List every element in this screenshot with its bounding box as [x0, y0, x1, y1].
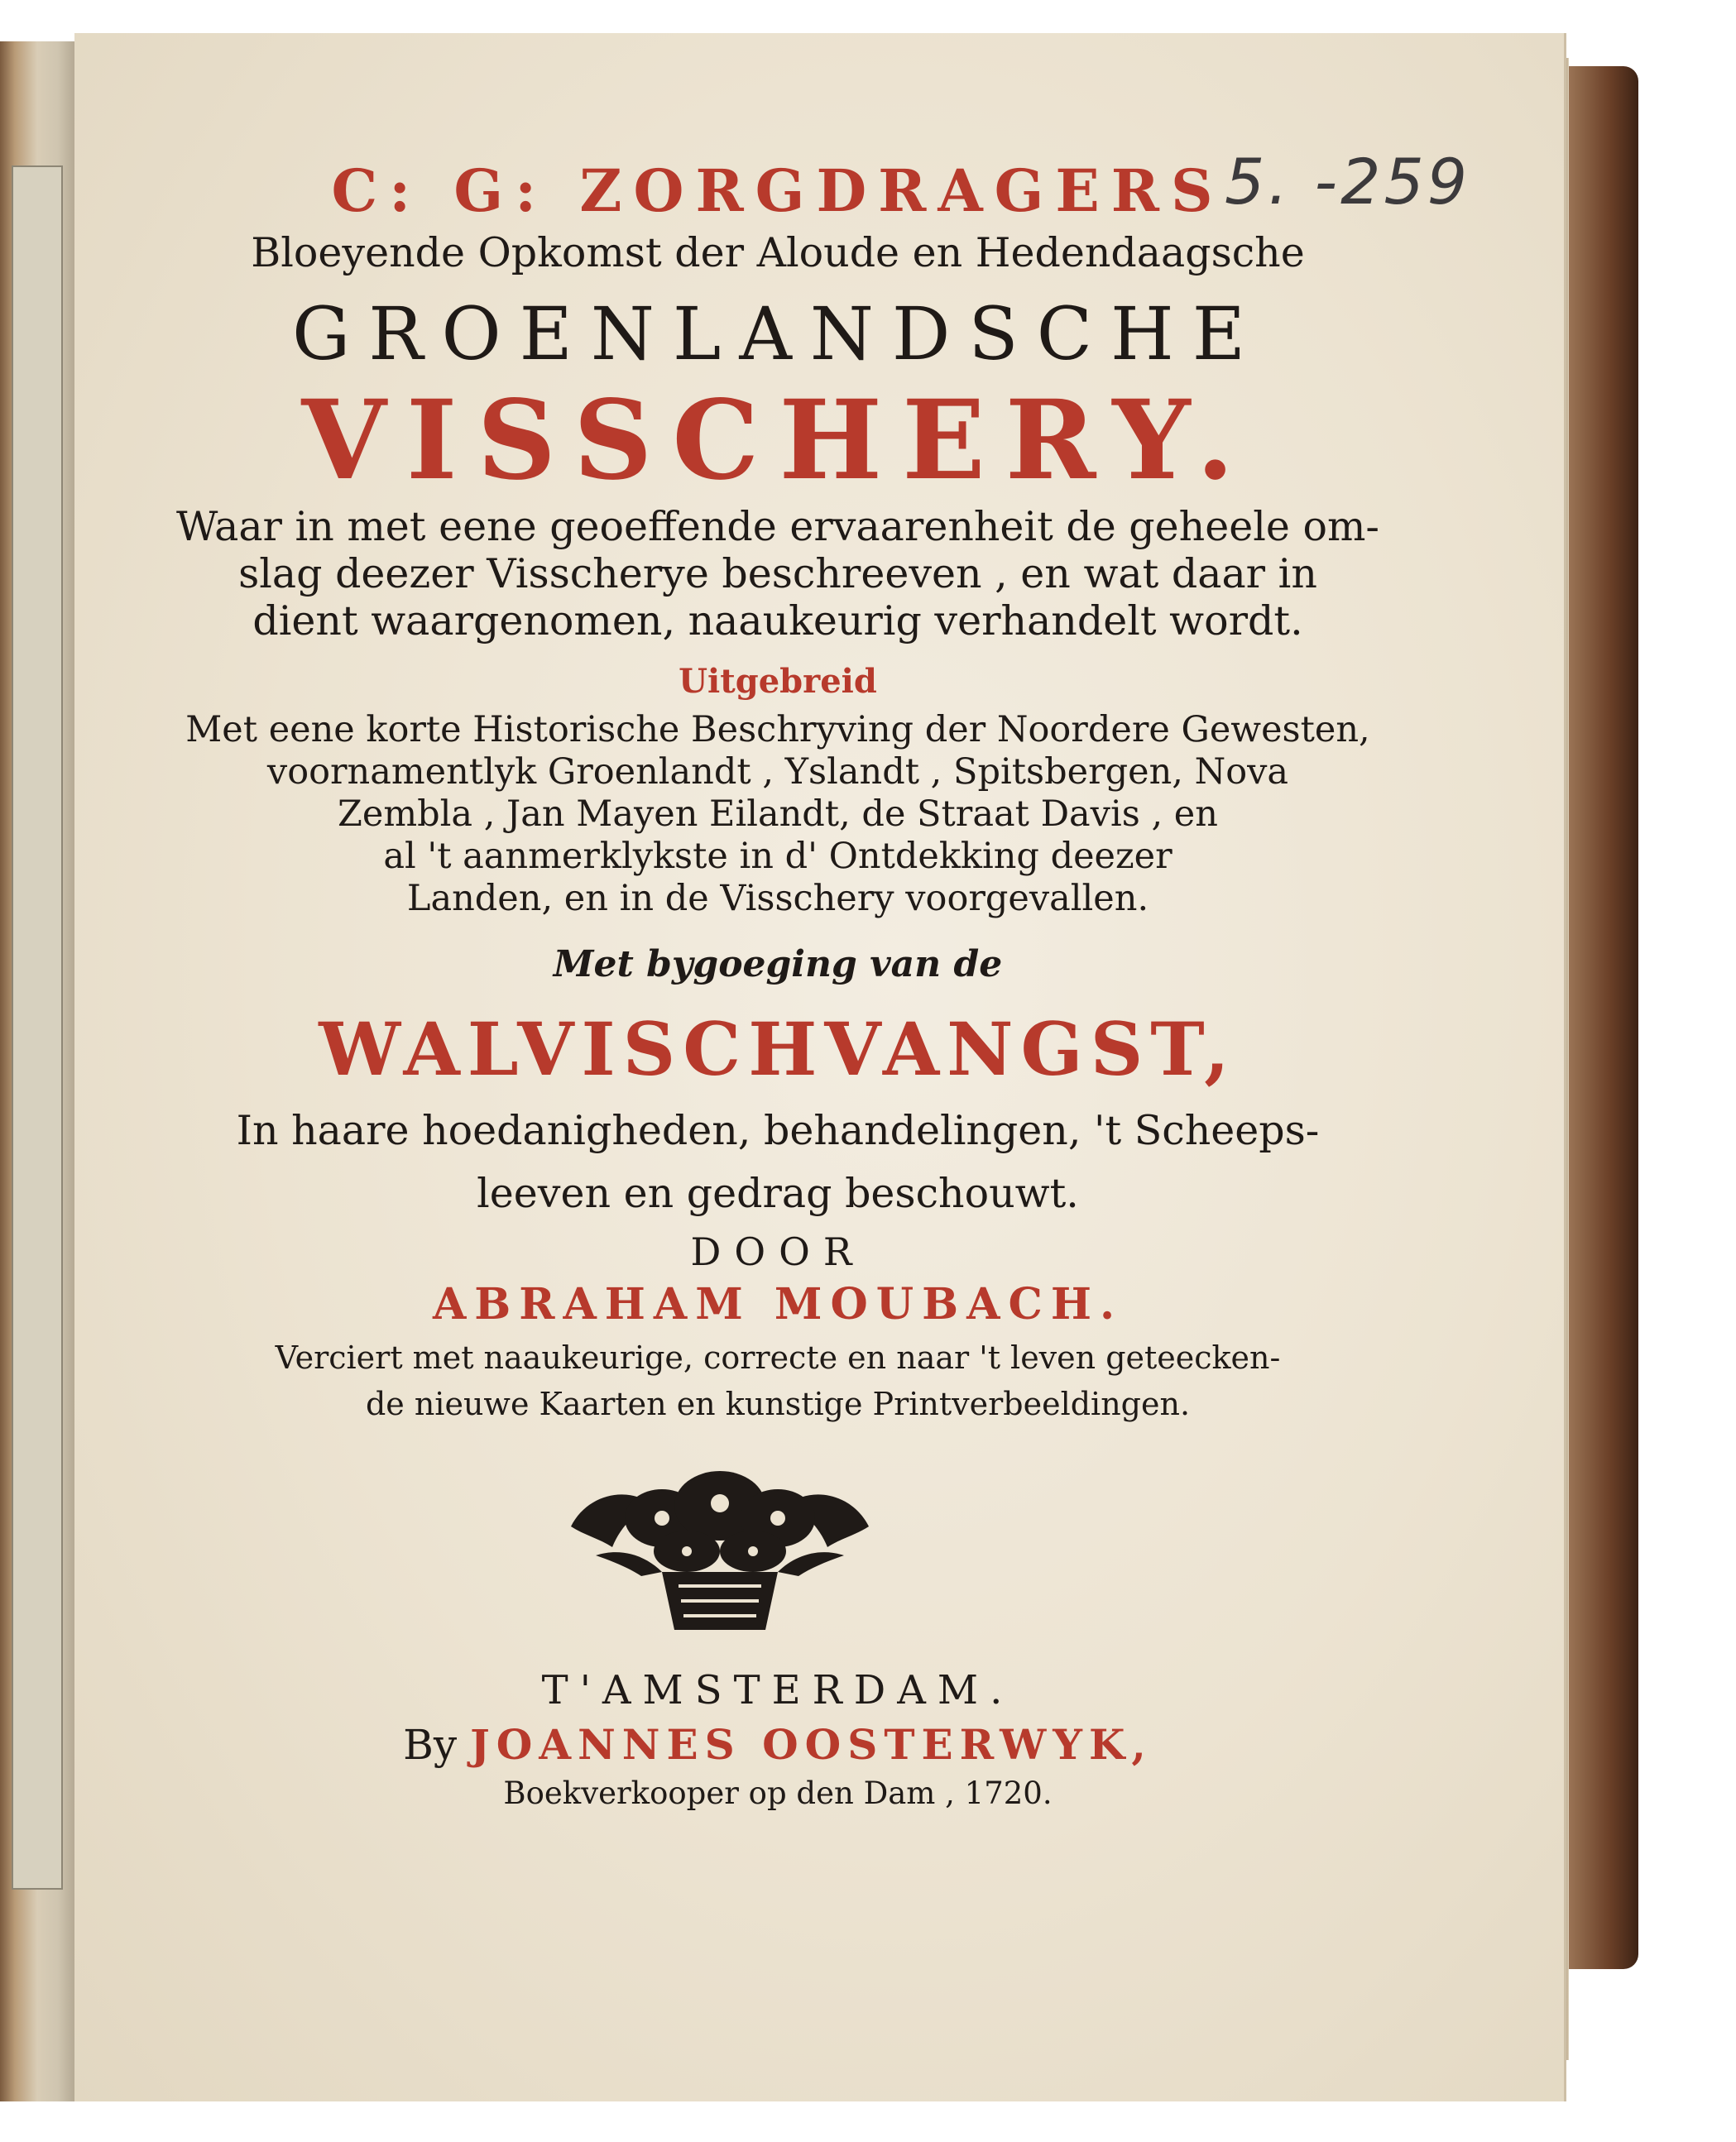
whaling-line: In haare hoedanigheden, behandelingen, 't Scheeps- — [236, 1107, 1320, 1154]
imprint-place: T'AMSTERDAM. — [541, 1667, 1014, 1713]
history-line: al 't aanmerklykste in d' Ontdekking deezer — [383, 836, 1173, 877]
description-line: dient waargenomen, naaukeurig verhandelt wordt. — [252, 597, 1303, 645]
author-line: C: G: ZORGDRAGERS — [331, 156, 1225, 225]
history-line: Landen, en in de Visschery voorgevallen. — [406, 878, 1149, 919]
addition-label: Met bygoeging van de — [553, 943, 1003, 985]
imprint-publisher: JOANNES OOSTERWYK, — [470, 1720, 1153, 1769]
description-line: slag deezer Visscherye beschreeven , en wat daar in — [238, 550, 1317, 597]
imprint-by: By — [403, 1721, 458, 1769]
description-line: Waar in met eene geoeffende ervaarenheit de geheele om- — [176, 503, 1379, 550]
title-block — [124, 157, 1431, 1423]
section-title-walvischvangst: WALVISCHVANGST, — [319, 1006, 1237, 1092]
flower-basket-ornament — [563, 1469, 877, 1634]
whaling-line: leeven en gedrag beschouwt. — [477, 1170, 1079, 1217]
by-label: DOOR — [690, 1229, 866, 1274]
imprint-address-date: Boekverkooper op den Dam , 1720. — [503, 1775, 1053, 1811]
imprint-block — [124, 1663, 1431, 1815]
history-line: voornamentlyk Groenlandt , Yslandt , Spitsbergen, Nova — [266, 751, 1289, 793]
facing-plate-edge — [12, 165, 63, 1890]
manuscript-shelfmark: 5. -259 — [1225, 145, 1471, 218]
history-line: Met eene korte Historische Beschryving der Noordere Gewesten, — [185, 709, 1370, 750]
illustration-line: Verciert met naaukeurige, correcte en naar 't leven geteecken- — [275, 1339, 1281, 1376]
editor-name: ABRAHAM MOUBACH. — [432, 1279, 1124, 1330]
history-line: Zembla , Jan Mayen Eilandt, de Straat Davis , en — [338, 793, 1218, 835]
expanded-label: Uitgebreid — [679, 662, 877, 701]
subtitle-line: Bloeyende Opkomst der Aloude en Hedendaagsche — [251, 229, 1305, 276]
title-visschery: VISSCHERY. — [301, 376, 1254, 505]
imprint-publisher-line — [124, 1718, 1431, 1772]
title-groenlandsche: GROENLANDSCHE — [291, 291, 1264, 376]
book-binding-left — [0, 41, 83, 2101]
illustration-line: de nieuwe Kaarten en kunstige Printverbeeldingen. — [365, 1386, 1191, 1422]
